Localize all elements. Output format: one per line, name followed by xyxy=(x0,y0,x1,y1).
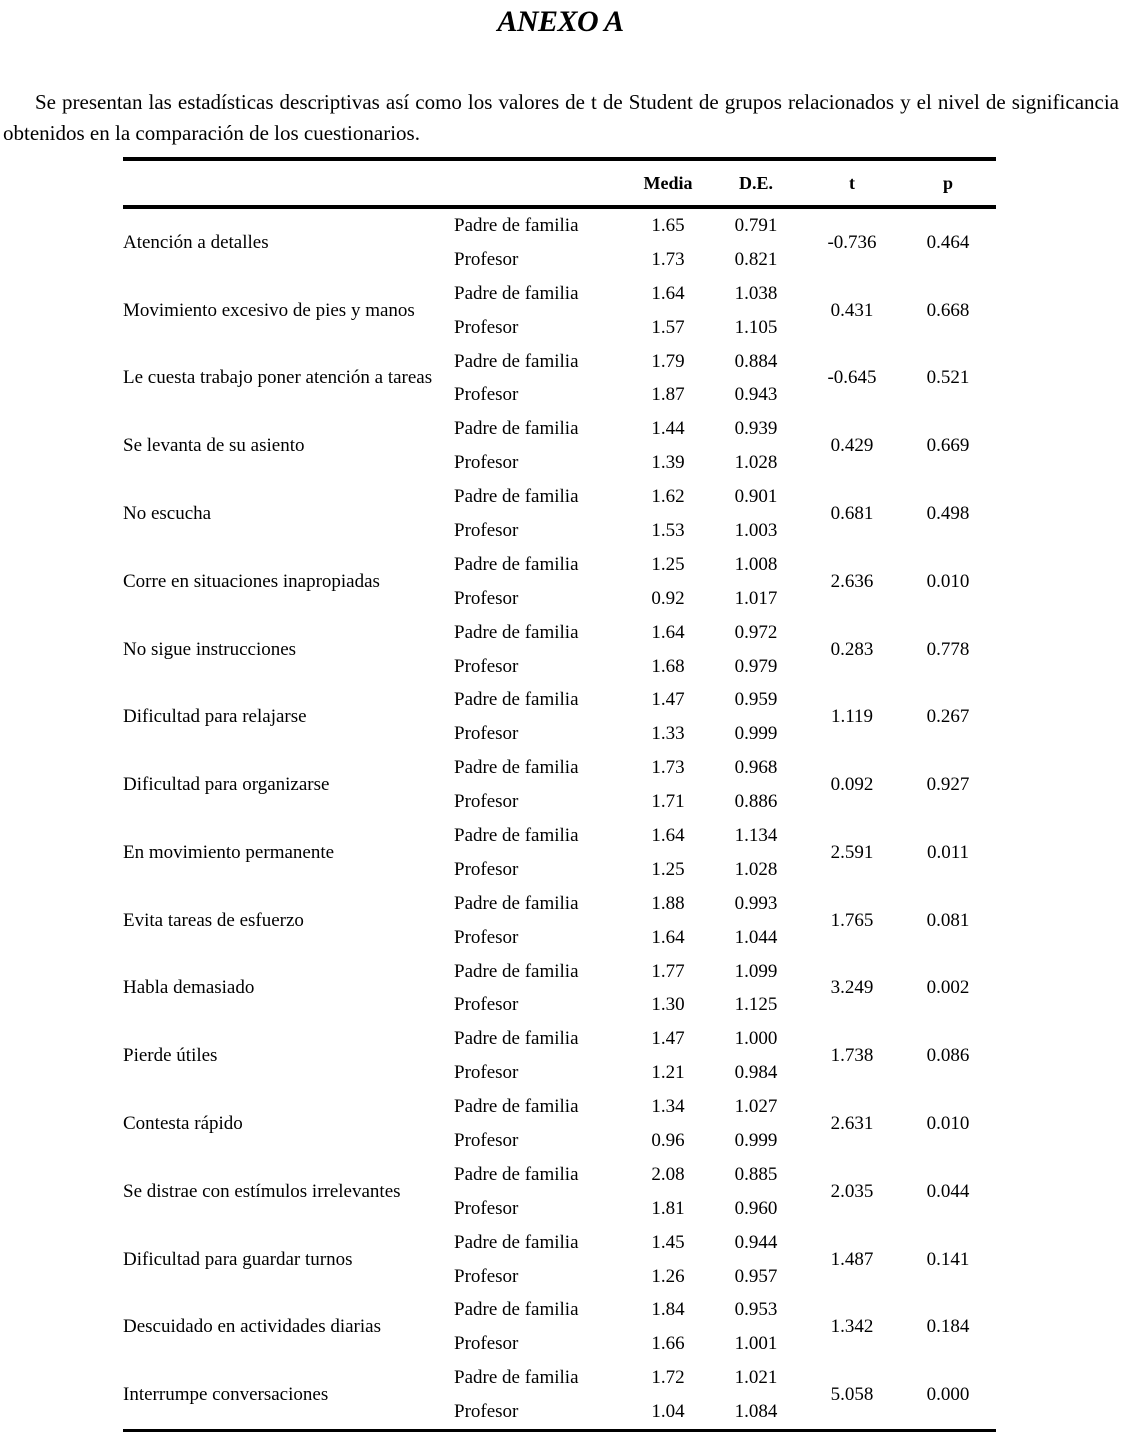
header-media: Media xyxy=(643,172,693,193)
t-value: 0.681 xyxy=(830,503,874,525)
item-label: Dificultad para organizarse xyxy=(123,774,330,796)
media-value: 1.25 xyxy=(651,858,685,880)
header-t: t xyxy=(849,172,855,193)
de-value: 1.044 xyxy=(734,926,778,948)
media-value: 1.79 xyxy=(651,350,685,372)
media-value: 1.04 xyxy=(651,1401,685,1423)
t-value: 0.429 xyxy=(830,435,874,457)
t-value: 1.342 xyxy=(830,1316,874,1338)
p-value: 0.010 xyxy=(926,1113,970,1135)
media-value: 1.84 xyxy=(651,1299,685,1321)
p-value: 0.000 xyxy=(926,1384,970,1406)
group-label: Padre de familia xyxy=(454,689,579,711)
group-label: Padre de familia xyxy=(454,418,579,440)
media-value: 1.73 xyxy=(651,248,685,270)
de-value: 1.001 xyxy=(734,1333,778,1355)
media-value: 1.64 xyxy=(651,824,685,846)
table-row xyxy=(123,345,996,379)
t-value: 0.283 xyxy=(830,638,874,660)
p-value: 0.002 xyxy=(926,977,970,999)
p-value: 0.184 xyxy=(926,1316,970,1338)
table-row xyxy=(123,1090,996,1124)
de-value: 0.972 xyxy=(734,621,778,643)
media-value: 1.21 xyxy=(651,1062,685,1084)
table-row xyxy=(123,1158,996,1192)
item-label: Se levanta de su asiento xyxy=(123,435,305,457)
header-de: D.E. xyxy=(738,172,773,193)
item-label: Evita tareas de esfuerzo xyxy=(123,909,304,931)
de-value: 1.028 xyxy=(734,452,778,474)
group-label: Padre de familia xyxy=(454,282,579,304)
item-label: Interrumpe conversaciones xyxy=(123,1384,329,1406)
group-label: Padre de familia xyxy=(454,892,579,914)
de-value: 0.943 xyxy=(734,384,778,406)
media-value: 0.92 xyxy=(651,587,685,609)
media-value: 1.88 xyxy=(651,892,685,914)
table-row xyxy=(123,1022,996,1056)
de-value: 0.993 xyxy=(734,892,778,914)
media-value: 1.64 xyxy=(651,282,685,304)
group-label: Profesor xyxy=(454,1062,519,1084)
group-label: Profesor xyxy=(454,1265,519,1287)
media-value: 1.25 xyxy=(651,553,685,575)
statistics-table xyxy=(123,157,996,1432)
t-value: 5.058 xyxy=(830,1384,874,1406)
de-value: 0.821 xyxy=(734,248,778,270)
item-label: En movimiento permanente xyxy=(123,841,335,863)
de-value: 1.021 xyxy=(734,1367,778,1389)
group-label: Profesor xyxy=(454,926,519,948)
item-label: Atención a detalles xyxy=(123,231,269,253)
media-value: 1.66 xyxy=(651,1333,685,1355)
group-label: Padre de familia xyxy=(454,960,579,982)
p-value: 0.521 xyxy=(926,367,970,389)
media-value: 1.53 xyxy=(651,519,685,541)
de-value: 0.999 xyxy=(734,1129,778,1151)
header-p: p xyxy=(942,172,953,193)
media-value: 1.47 xyxy=(651,1028,685,1050)
table-row xyxy=(123,1361,996,1395)
de-value: 0.885 xyxy=(734,1163,778,1185)
media-value: 2.08 xyxy=(651,1163,685,1185)
media-value: 1.30 xyxy=(651,994,685,1016)
p-value: 0.668 xyxy=(926,299,970,321)
header-row xyxy=(123,159,996,207)
de-value: 1.099 xyxy=(734,960,778,982)
group-label: Profesor xyxy=(454,723,519,745)
media-value: 1.57 xyxy=(651,316,685,338)
p-value: 0.464 xyxy=(926,231,970,253)
group-label: Profesor xyxy=(454,452,519,474)
table-row xyxy=(123,207,996,243)
p-value: 0.141 xyxy=(926,1248,970,1270)
t-value: 1.119 xyxy=(830,706,874,728)
table-body xyxy=(123,207,996,1431)
item-label: Dificultad para relajarse xyxy=(123,706,307,728)
table-row xyxy=(123,412,996,446)
media-value: 1.39 xyxy=(651,452,685,474)
de-value: 0.884 xyxy=(734,350,778,372)
media-value: 1.47 xyxy=(651,689,685,711)
p-value: 0.267 xyxy=(926,706,970,728)
group-label: Padre de familia xyxy=(454,486,579,508)
t-value: 1.738 xyxy=(830,1045,874,1067)
media-value: 1.68 xyxy=(651,655,685,677)
group-label: Padre de familia xyxy=(454,1367,579,1389)
de-value: 1.003 xyxy=(734,519,778,541)
media-value: 0.96 xyxy=(651,1129,685,1151)
t-value: 2.636 xyxy=(830,570,874,592)
media-value: 1.45 xyxy=(651,1231,685,1253)
group-label: Profesor xyxy=(454,587,519,609)
de-value: 0.979 xyxy=(734,655,778,677)
media-value: 1.62 xyxy=(651,486,685,508)
item-label: Contesta rápido xyxy=(123,1113,243,1135)
t-value: 2.035 xyxy=(830,1180,874,1202)
p-value: 0.081 xyxy=(926,909,970,931)
media-value: 1.34 xyxy=(651,1096,685,1118)
t-value: 0.431 xyxy=(830,299,874,321)
p-value: 0.927 xyxy=(926,774,970,796)
group-label: Profesor xyxy=(454,655,519,677)
p-value: 0.010 xyxy=(926,570,970,592)
media-value: 1.73 xyxy=(651,757,685,779)
group-label: Profesor xyxy=(454,791,519,813)
de-value: 1.038 xyxy=(734,282,778,304)
intro-paragraph: Se presentan las estadísticas descriptivas así como los valores de t de Student de grupos relacionados y el nivel de significancia obtenidos en la comparación de los cuestionarios. xyxy=(3,90,1119,145)
media-value: 1.72 xyxy=(651,1367,685,1389)
item-label: Corre en situaciones inapropiadas xyxy=(123,570,380,592)
de-value: 1.017 xyxy=(734,587,778,609)
table-row xyxy=(123,819,996,853)
group-label: Padre de familia xyxy=(454,621,579,643)
group-label: Profesor xyxy=(454,1129,519,1151)
item-label: Se distrae con estímulos irrelevantes xyxy=(123,1180,401,1202)
group-label: Profesor xyxy=(454,1197,519,1219)
t-value: -0.645 xyxy=(827,367,877,389)
de-value: 1.125 xyxy=(734,994,778,1016)
de-value: 1.134 xyxy=(734,824,778,846)
group-label: Profesor xyxy=(454,1333,519,1355)
media-value: 1.44 xyxy=(651,418,685,440)
de-value: 0.968 xyxy=(734,757,778,779)
t-value: 3.249 xyxy=(830,977,874,999)
media-value: 1.64 xyxy=(651,926,685,948)
group-label: Padre de familia xyxy=(454,824,579,846)
group-label: Padre de familia xyxy=(454,1231,579,1253)
de-value: 0.939 xyxy=(734,418,778,440)
de-value: 0.953 xyxy=(734,1299,778,1321)
de-value: 1.000 xyxy=(734,1028,778,1050)
t-value: 2.631 xyxy=(830,1113,874,1135)
media-value: 1.64 xyxy=(651,621,685,643)
p-value: 0.044 xyxy=(926,1180,970,1202)
group-label: Padre de familia xyxy=(454,214,579,236)
t-value: 1.765 xyxy=(830,909,874,931)
de-value: 0.957 xyxy=(734,1265,778,1287)
media-value: 1.87 xyxy=(651,384,685,406)
p-value: 0.669 xyxy=(926,435,970,457)
de-value: 0.791 xyxy=(734,214,778,236)
group-label: Profesor xyxy=(454,858,519,880)
p-value: 0.086 xyxy=(926,1045,970,1067)
item-label: Descuidado en actividades diarias xyxy=(123,1316,381,1338)
annex-title: ANEXO A xyxy=(497,5,624,38)
p-value: 0.778 xyxy=(926,638,970,660)
item-label: Le cuesta trabajo poner atención a tareas xyxy=(123,367,433,389)
table-row xyxy=(123,277,996,311)
table-header xyxy=(123,159,996,207)
item-label: No sigue instrucciones xyxy=(123,638,297,660)
de-value: 1.008 xyxy=(734,553,778,575)
de-value: 1.084 xyxy=(734,1401,778,1423)
de-value: 0.999 xyxy=(734,723,778,745)
t-value: 0.092 xyxy=(830,774,874,796)
statistics-table-container xyxy=(123,157,996,1432)
de-value: 1.028 xyxy=(734,858,778,880)
table-row xyxy=(123,1294,996,1328)
group-label: Padre de familia xyxy=(454,1299,579,1321)
group-label: Profesor xyxy=(454,519,519,541)
t-value: -0.736 xyxy=(827,231,877,253)
de-value: 0.886 xyxy=(734,791,778,813)
group-label: Profesor xyxy=(454,316,519,338)
group-label: Padre de familia xyxy=(454,1163,579,1185)
group-label: Profesor xyxy=(454,248,519,270)
table-row xyxy=(123,887,996,921)
media-value: 1.26 xyxy=(651,1265,685,1287)
header-group xyxy=(453,159,628,207)
item-label: Pierde útiles xyxy=(123,1045,218,1067)
item-label: Dificultad para guardar turnos xyxy=(123,1248,353,1270)
table-row xyxy=(123,683,996,717)
header-item xyxy=(123,159,453,207)
item-label: No escucha xyxy=(123,503,212,525)
table-row xyxy=(123,1226,996,1260)
de-value: 1.027 xyxy=(734,1096,778,1118)
t-value: 2.591 xyxy=(830,841,874,863)
table-row xyxy=(123,955,996,989)
de-value: 0.944 xyxy=(734,1231,778,1253)
de-value: 0.960 xyxy=(734,1197,778,1219)
group-label: Padre de familia xyxy=(454,757,579,779)
table-row xyxy=(123,751,996,785)
group-label: Profesor xyxy=(454,994,519,1016)
de-value: 0.984 xyxy=(734,1062,778,1084)
t-value: 1.487 xyxy=(830,1248,874,1270)
group-label: Padre de familia xyxy=(454,350,579,372)
de-value: 1.105 xyxy=(734,316,778,338)
media-value: 1.33 xyxy=(651,723,685,745)
p-value: 0.498 xyxy=(926,503,970,525)
media-value: 1.65 xyxy=(651,214,685,236)
group-label: Padre de familia xyxy=(454,553,579,575)
media-value: 1.81 xyxy=(651,1197,685,1219)
item-label: Habla demasiado xyxy=(123,977,255,999)
media-value: 1.71 xyxy=(651,791,685,813)
table-row xyxy=(123,480,996,514)
group-label: Padre de familia xyxy=(454,1028,579,1050)
group-label: Profesor xyxy=(454,384,519,406)
item-label: Movimiento excesivo de pies y manos xyxy=(123,299,415,321)
de-value: 0.901 xyxy=(734,486,778,508)
p-value: 0.011 xyxy=(926,841,970,863)
group-label: Profesor xyxy=(454,1401,519,1423)
table-row xyxy=(123,548,996,582)
media-value: 1.77 xyxy=(651,960,685,982)
group-label: Padre de familia xyxy=(454,1096,579,1118)
table-row xyxy=(123,616,996,650)
de-value: 0.959 xyxy=(734,689,778,711)
